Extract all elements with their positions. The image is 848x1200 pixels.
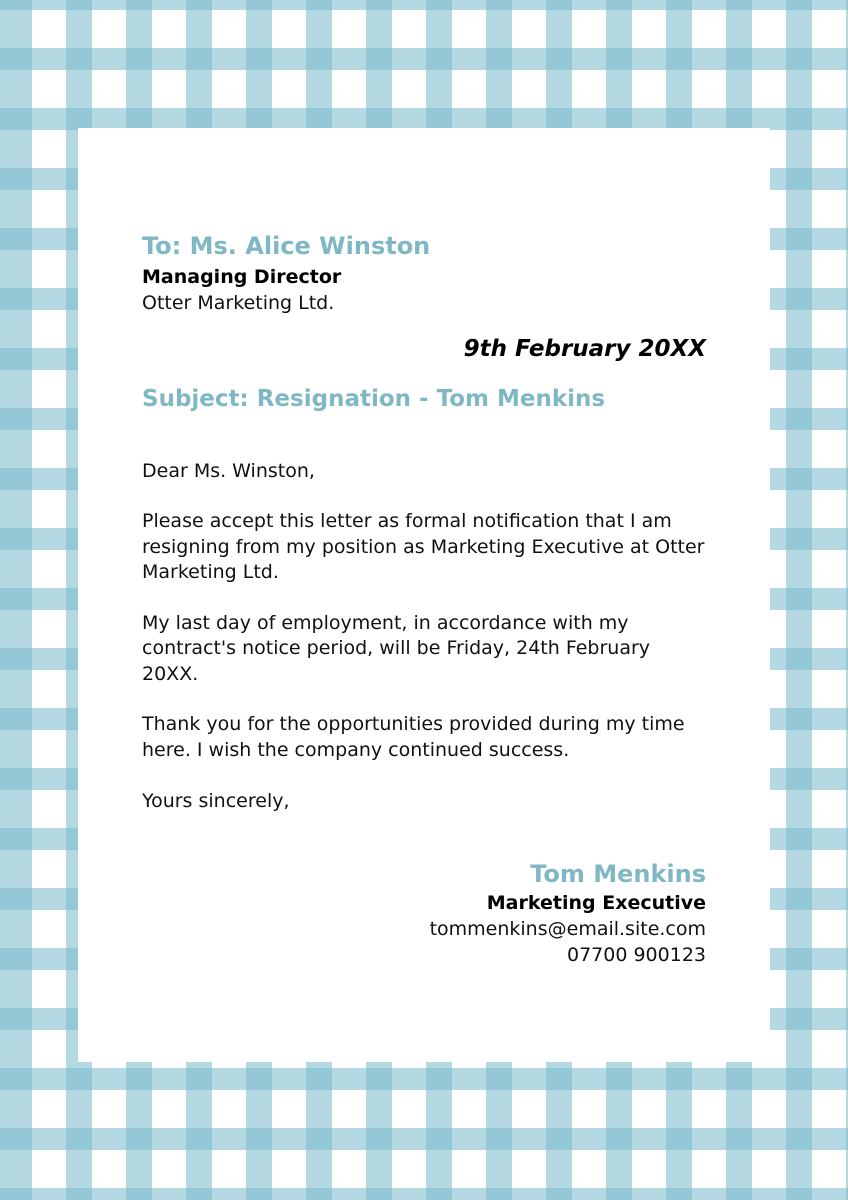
letter-subject: Subject: Resignation - Tom Menkins (142, 386, 606, 412)
sender-title: Marketing Executive (486, 892, 706, 914)
body-paragraph-2: My last day of employment, in accordance with my contract's notice period, will be Friday, 24th February 20XX. (142, 611, 651, 685)
letter-date: 9th February 20XX (463, 336, 706, 362)
sender-name: Tom Menkins (530, 860, 706, 888)
letter-content (142, 228, 706, 968)
letter-greeting: Dear Ms. Winston, (142, 460, 315, 482)
letter-closing: Yours sincerely, (142, 790, 290, 812)
sender-email: tommenkins@email.site.com (429, 918, 706, 940)
recipient-title: Managing Director (142, 266, 342, 288)
body-paragraph-3: Thank you for the opportunities provided during my time here. I wish the company continued success. (142, 713, 685, 761)
sender-phone: 07700 900123 (566, 944, 706, 966)
signature-block (142, 858, 706, 968)
recipient-block (142, 228, 706, 316)
recipient-name: To: Ms. Alice Winston (142, 232, 431, 260)
recipient-company: Otter Marketing Ltd. (142, 292, 335, 314)
body-paragraph-1: Please accept this letter as formal notification that I am resigning from my position as Marketing Executive at Otter Marketing Ltd. (142, 510, 705, 583)
